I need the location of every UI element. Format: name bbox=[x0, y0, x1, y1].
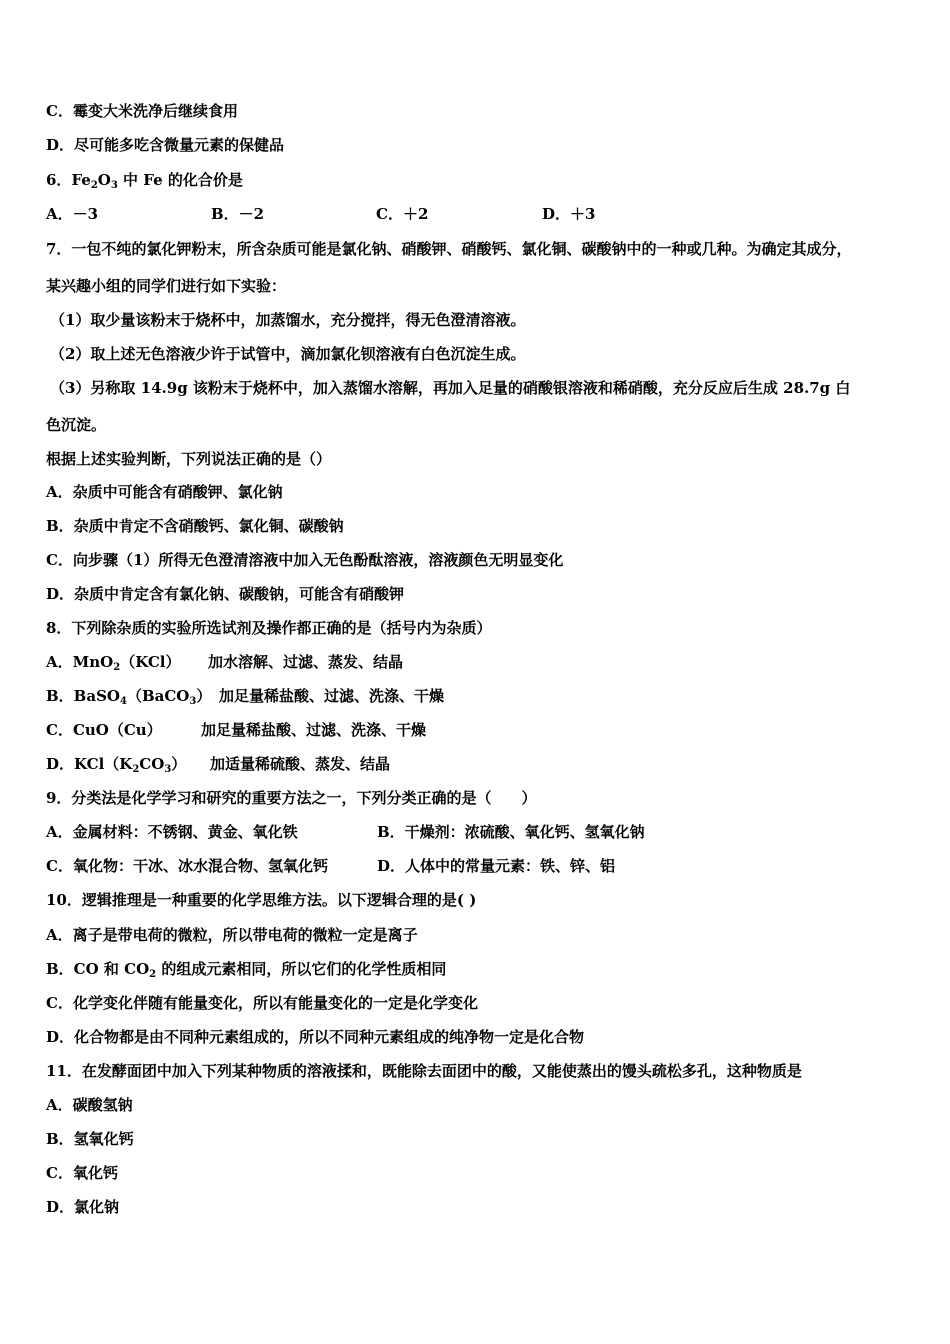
q7-question: 根据上述实验判断，下列说法正确的是（） bbox=[46, 450, 332, 468]
q8-option-a bbox=[46, 652, 646, 672]
q7-option-c: C．向步骤（1）所得无色澄清溶液中加入无色酚酞溶液，溶液颜色无明显变化 bbox=[46, 551, 564, 569]
q8-option-c-method: 加足量稀盐酸、过滤、洗涤、干燥 bbox=[201, 721, 427, 739]
q8-option-c-substance: C．CuO（Cu） bbox=[46, 721, 162, 739]
q5-option-d: D．尽可能多吃含微量元素的保健品 bbox=[46, 136, 285, 154]
q7-option-b: B．杂质中肯定不含硝酸钙、氯化铜、碳酸钠 bbox=[46, 517, 344, 535]
q10-stem: 10．逻辑推理是一种重要的化学思维方法。以下逻辑合理的是( ) bbox=[46, 891, 477, 909]
q6-option-a: A．－3 bbox=[46, 205, 99, 223]
q8-option-d-method: 加适量稀硫酸、蒸发、结晶 bbox=[210, 755, 391, 773]
q10-option-a: A．离子是带电荷的微粒，所以带电荷的微粒一定是离子 bbox=[46, 926, 418, 944]
q7-option-a: A．杂质中可能含有硝酸钾、氯化钠 bbox=[46, 483, 283, 501]
q8-stem: 8．下列除杂质的实验所选试剂及操作都正确的是（括号内为杂质） bbox=[46, 619, 492, 637]
q8-option-d bbox=[46, 754, 646, 774]
q9-options-row2 bbox=[46, 856, 746, 876]
q10-option-c: C．化学变化伴随有能量变化，所以有能量变化的一定是化学变化 bbox=[46, 994, 478, 1012]
q8-option-b bbox=[46, 686, 646, 706]
q6-stem: 6．$Fe_2O_3$ 中 Fe 的化合价是 bbox=[46, 171, 243, 191]
q8-option-d-substance: D．$KCl(K_2CO_3)$ bbox=[46, 755, 187, 775]
q7-step3-line2: 色沉淀。 bbox=[46, 416, 107, 434]
q11-option-d: D．氯化钠 bbox=[46, 1198, 120, 1216]
q8-option-a-substance: A．MnO$_2$（KCl） bbox=[46, 653, 181, 673]
q10-option-b: B．CO 和 $CO_2$ 的组成元素相同，所以它们的化学性质相同 bbox=[46, 960, 447, 980]
q10-option-d: D．化合物都是由不同种元素组成的，所以不同种元素组成的纯净物一定是化合物 bbox=[46, 1028, 585, 1046]
q7-option-d: D．杂质中肯定含有氯化钠、碳酸钠，可能含有硝酸钾 bbox=[46, 585, 405, 603]
q9-options-row1 bbox=[46, 822, 746, 842]
q9-option-c: C．氧化物：干冰、冰水混合物、氢氧化钙 bbox=[46, 857, 328, 875]
q6-option-b: B．－2 bbox=[211, 205, 265, 223]
q7-step1: （1）取少量该粉末于烧杯中，加蒸馏水，充分搅拌，得无色澄清溶液。 bbox=[50, 311, 526, 329]
q11-option-b: B．氢氧化钙 bbox=[46, 1130, 134, 1148]
q9-stem: 9．分类法是化学学习和研究的重要方法之一，下列分类正确的是（ ） bbox=[46, 789, 537, 807]
q9-option-a: A．金属材料：不锈钢、黄金、氧化铁 bbox=[46, 823, 298, 841]
q8-option-c bbox=[46, 720, 646, 740]
q7-step3-line1: （3）另称取 14.9g 该粉末于烧杯中，加入蒸馏水溶解，再加入足量的硝酸银溶液和稀硝酸，充分反应后生成 28.7g 白 bbox=[50, 379, 851, 397]
q5-option-c: C．霉变大米洗净后继续食用 bbox=[46, 102, 238, 120]
q8-option-a-method: 加水溶解、过滤、蒸发、结晶 bbox=[208, 653, 404, 671]
q6-option-d: D．＋3 bbox=[542, 205, 596, 223]
q8-option-b-method: 加足量稀盐酸、过滤、洗涤、干燥 bbox=[219, 687, 445, 705]
q7-step2: （2）取上述无色溶液少许于试管中，滴加氯化钡溶液有白色沉淀生成。 bbox=[50, 345, 526, 363]
q6-options bbox=[46, 204, 646, 224]
q6-option-c: C．＋2 bbox=[376, 205, 429, 223]
q8-option-b-substance: B．BaSO$_4$（BaCO$_3$） bbox=[46, 687, 212, 707]
q7-stem-line2: 某兴趣小组的同学们进行如下实验： bbox=[46, 277, 287, 295]
q11-stem: 11．在发酵面团中加入下列某种物质的溶液揉和，既能除去面团中的酸，又能使蒸出的馒头疏松多孔，这种物质是 bbox=[46, 1062, 802, 1080]
q9-option-b: B．干燥剂：浓硫酸、氧化钙、氢氧化钠 bbox=[377, 823, 645, 841]
q9-option-d: D．人体中的常量元素：铁、锌、铝 bbox=[377, 857, 616, 875]
q11-option-c: C．氧化钙 bbox=[46, 1164, 118, 1182]
q11-option-a: A．碳酸氢钠 bbox=[46, 1096, 133, 1114]
q7-stem-line1: 7．一包不纯的氯化钾粉末，所含杂质可能是氯化钠、硝酸钾、硝酸钙、氯化铜、碳酸钠中的一种或几种。为确定其成分， bbox=[46, 240, 852, 258]
